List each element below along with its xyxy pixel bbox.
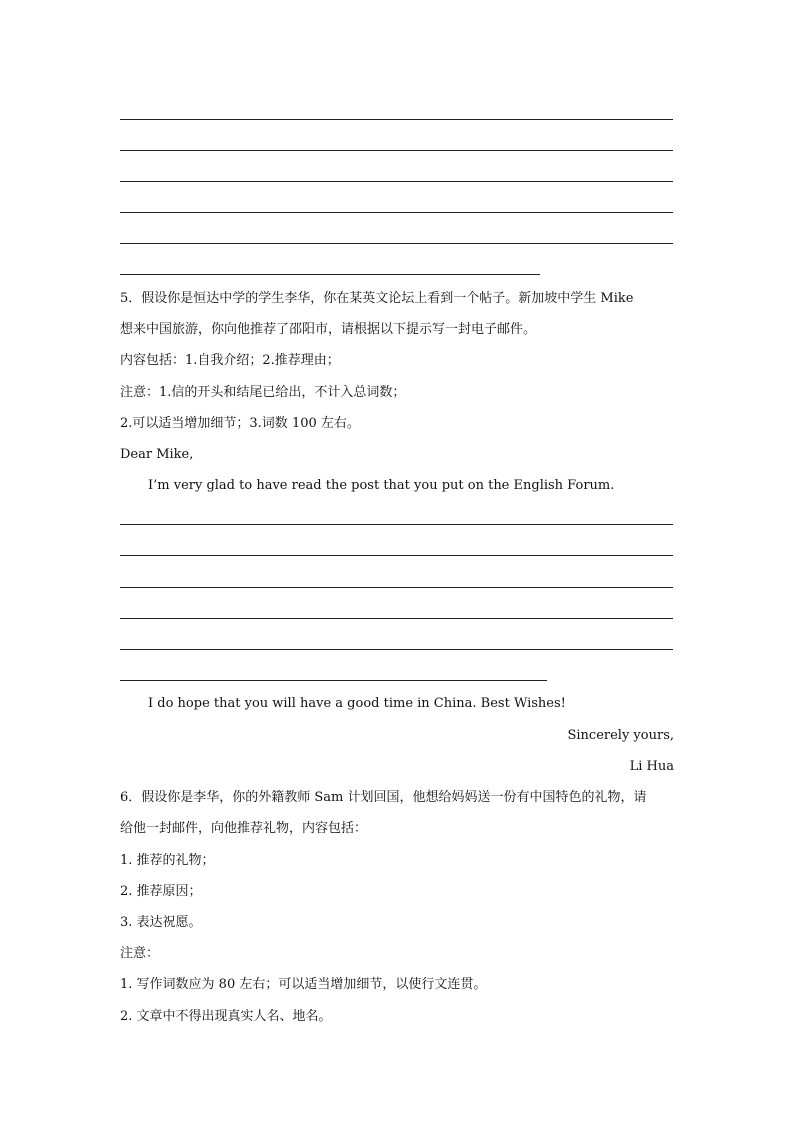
q5-signature: Li Hua <box>629 759 674 774</box>
q6-item2: 2. 推荐原因； <box>120 884 202 899</box>
answer-line[interactable] <box>120 680 547 681</box>
q6-item1: 1. 推荐的礼物； <box>120 853 215 868</box>
answer-line[interactable] <box>120 119 673 120</box>
q6-note1: 1. 写作词数应为 80 左右；可以适当增加细节，以使行文连贯。 <box>120 977 487 992</box>
q6-note-label: 注意： <box>120 946 160 961</box>
q6-prompt-line1: 6．假设你是李华，你的外籍教师 Sam 计划回国，他想给妈妈送一份有中国特色的礼物，请 <box>120 790 647 805</box>
q5-opening-sentence: I’m very glad to have read the post that you put on the English Forum. <box>148 478 615 493</box>
q5-prompt-line1: 5．假设你是恒达中学的学生李华，你在某英文论坛上看到一个帖子。新加坡中学生 Mike <box>120 291 634 306</box>
answer-line[interactable] <box>120 243 673 244</box>
answer-line[interactable] <box>120 150 673 151</box>
q5-closing-sentence: I do hope that you will have a good time in China. Best Wishes! <box>148 696 566 711</box>
q5-signoff: Sincerely yours, <box>567 728 674 743</box>
q6-prompt-line2: 给他一封邮件，向他推荐礼物，内容包括： <box>120 821 368 836</box>
answer-line[interactable] <box>120 587 673 588</box>
q5-note1: 注意：1.信的开头和结尾已给出，不计入总词数； <box>120 385 406 400</box>
answer-line[interactable] <box>120 181 673 182</box>
q6-item3: 3. 表达祝愿。 <box>120 915 202 930</box>
q5-note2: 2.可以适当增加细节；3.词数 100 左右。 <box>120 416 360 431</box>
answer-line[interactable] <box>120 212 673 213</box>
q5-content: 内容包括：1.自我介绍；2.推荐理由； <box>120 353 340 368</box>
q5-greeting: Dear Mike, <box>120 447 194 462</box>
answer-line[interactable] <box>120 524 673 525</box>
answer-line[interactable] <box>120 618 673 619</box>
answer-line[interactable] <box>120 274 540 275</box>
q5-prompt-line2: 想来中国旅游，你向他推荐了邵阳市，请根据以下提示写一封电子邮件。 <box>120 322 537 337</box>
answer-line[interactable] <box>120 649 673 650</box>
q6-note2: 2. 文章中不得出现真实人名、地名。 <box>120 1009 332 1024</box>
answer-line[interactable] <box>120 555 673 556</box>
